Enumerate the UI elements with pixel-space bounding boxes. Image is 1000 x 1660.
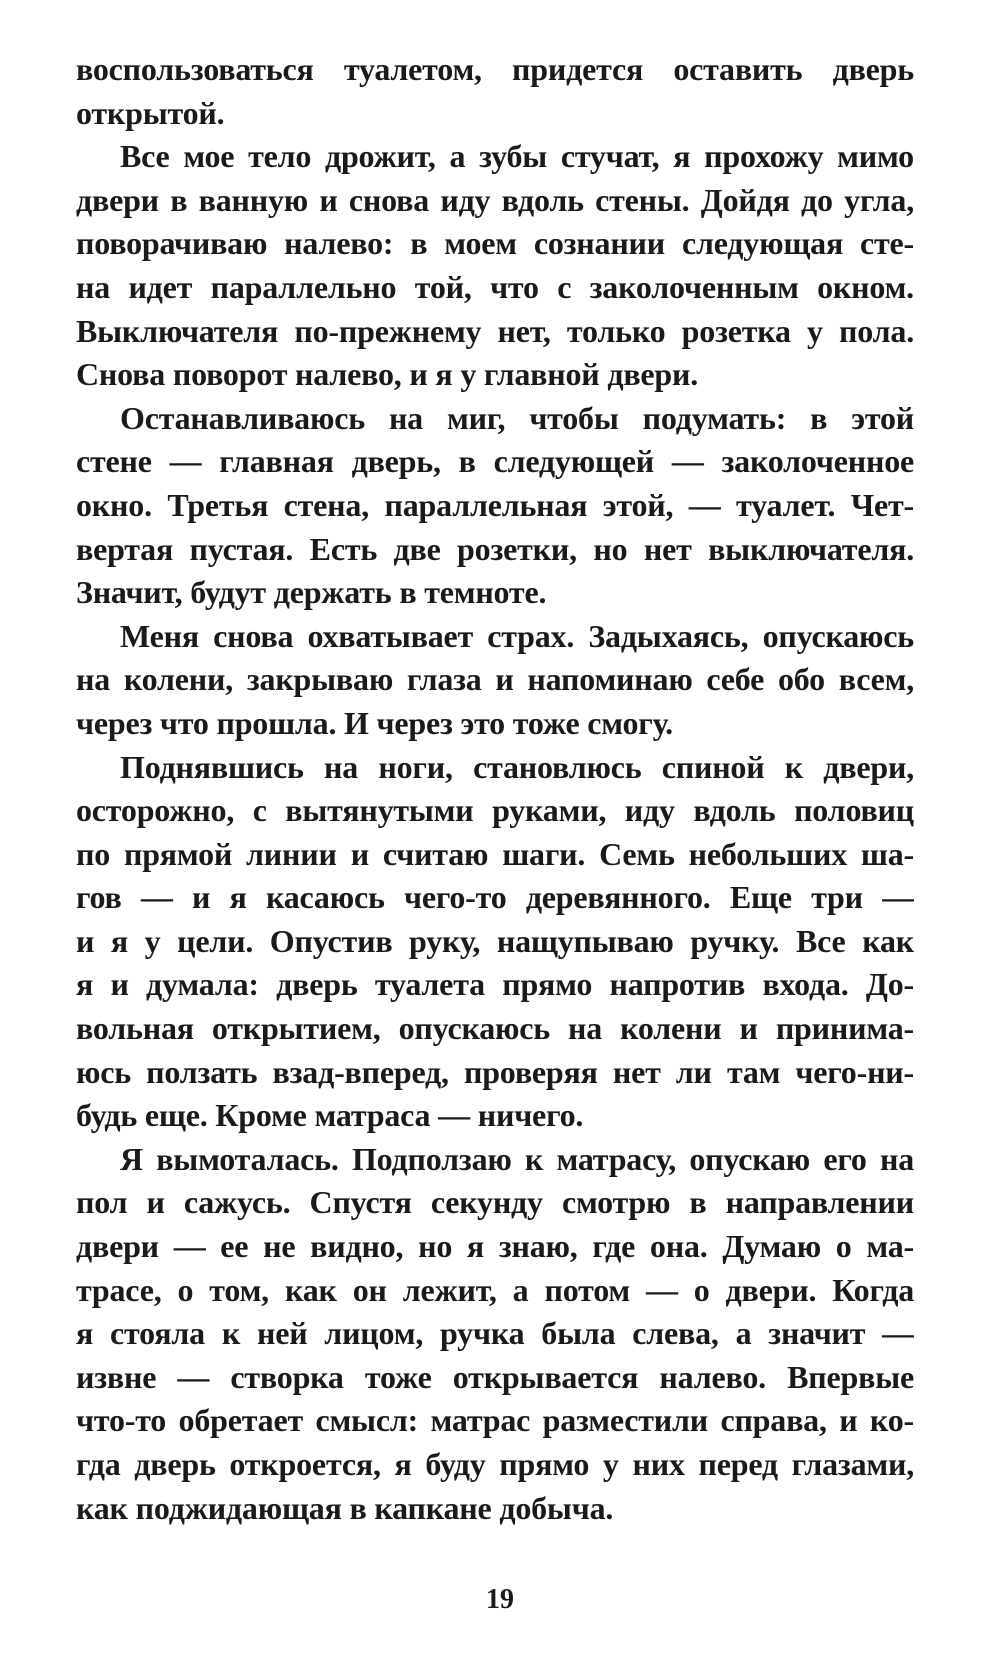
text-line: окно. Третья стена, параллельная этой, — туалет. Чет- [76,486,914,523]
text-line: Выключателя по-прежнему нет, только розетка у пола. [76,312,914,349]
paragraph [76,1138,914,1530]
text-line: Значит, будут держать в темноте. [76,574,547,611]
text-line: поворачиваю налево: в моем сознании следующая сте- [76,225,914,262]
text-line: стене — главная дверь, в следующей — заколоченное [76,443,914,480]
paragraph [76,615,914,746]
text-line: Все мое тело дрожит, а зубы стучат, я прохожу мимо [120,138,914,175]
text-line: открытой. [76,94,225,131]
text-line: двери в ванную и снова иду вдоль стены. Дойдя до угла, [76,181,914,218]
text-line: юсь ползать взад-вперед, проверяя нет ли там чего-ни- [76,1053,914,1090]
text-line: вертая пустая. Есть две розетки, но нет выключателя. [76,530,914,567]
text-line: на колени, закрываю глаза и напоминаю себе обо всем, [76,661,914,698]
text-line: пол и сажусь. Спустя секунду смотрю в направлении [76,1184,914,1221]
text-line: Я вымоталась. Подползаю к матрасу, опускаю его на [120,1140,914,1177]
text-line: на идет параллельно той, что с заколоченным окном. [76,268,914,305]
text-line: и я у цели. Опустив руку, нащупываю ручку. Все как [76,922,914,959]
text-line: воспользоваться туалетом, придется оставить дверь [76,51,914,87]
text-line: трасе, о том, как он лежит, а потом — о двери. Когда [76,1271,914,1308]
text-line: Меня снова охватывает страх. Задыхаясь, опускаюсь [120,617,914,654]
text-line: гда дверь откроется, я буду прямо у них перед глазами, [76,1446,914,1482]
text-line: будь еще. Кроме матраса — ничего. [76,1097,584,1134]
paragraph [76,746,914,1138]
text-line: Снова поворот налево, и я у главной двери. [76,356,699,393]
text-line: извне — створка тоже открывается налево. Впервые [76,1358,914,1395]
text-line: Поднявшись на ноги, становлюсь спиной к двери, [120,748,914,785]
text-line: по прямой линии и считаю шаги. Семь небольших ша- [76,835,914,872]
text-line: вольная открытием, опускаюсь на колени и принима- [76,1010,914,1047]
text-line: гов — и я касаюсь чего-то деревянного. Еще три — [76,879,914,916]
text-line: я стояла к ней лицом, ручка была слева, а значит — [76,1315,914,1352]
text-line: осторожно, с вытянутыми руками, иду вдоль половиц [76,792,914,829]
paragraph [76,397,914,615]
text-line: через что прошла. И через это тоже смогу. [76,704,673,741]
text-line: как поджидающая в капкане добыча. [76,1489,614,1526]
text-line: что-то обретает смысл: матрас разместили справа, и ко- [76,1402,914,1439]
paragraph [76,135,914,397]
paragraph [76,48,914,135]
body-text [76,48,914,1530]
page-number: 19 [486,1584,514,1615]
text-line: двери — ее не видно, но я знаю, где она. Думаю о ма- [76,1228,914,1265]
text-line: Останавливаюсь на миг, чтобы подумать: в этой [120,399,914,436]
text-line: я и думала: дверь туалета прямо напротив входа. До- [76,966,914,1003]
